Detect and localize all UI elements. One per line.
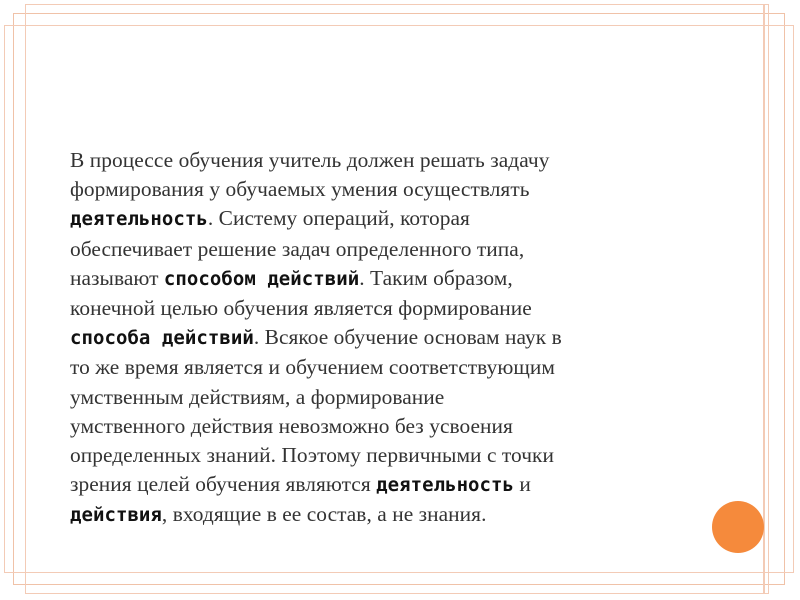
text-segment: умственным действиям, а формирование [70,384,445,409]
text-line [70,412,710,441]
text-segment: конечной целью обучения является формирование [70,296,532,321]
text-line [70,146,710,175]
text-line [70,383,710,412]
text-segment: то же время является и обучением соответствующим [70,355,555,380]
text-line [70,353,710,382]
text-segment: умственного действия невозможно без усвоения [70,413,513,438]
text-segment: , входящие в ее состав, а не знания. [161,502,487,527]
slide-body-text [70,146,710,531]
text-segment: . Таким образом, [359,265,513,290]
text-segment: формирования у обучаемых умения осуществлять [70,177,530,202]
bold-term: деятельность [376,474,515,497]
bold-term: способом действий [163,267,360,290]
text-segment: обеспечивает решение задач определенного типа, [70,236,525,261]
text-line [70,441,710,470]
text-segment: В процессе обучения учитель должен решать задачу [70,148,550,172]
bold-term: деятельность [70,208,208,231]
bold-term: действия [70,504,162,527]
text-line [70,264,710,294]
text-line [70,294,710,323]
text-segment: и [514,472,531,497]
bold-term: способа действий [70,327,254,350]
text-line [70,235,710,264]
text-segment: . Всякое обучение основам наук в [253,325,562,350]
decorative-circle-icon [712,501,764,553]
text-line [70,175,710,204]
text-line [70,323,710,353]
text-line [70,470,710,500]
text-segment: называют [70,265,164,290]
slide-frame-right-rule [763,4,765,594]
text-line [70,204,710,234]
text-line [70,500,710,530]
text-segment: определенных знаний. Поэтому первичными с точки [70,443,554,468]
text-segment: . Систему операций, которая [207,206,470,231]
text-segment: зрения целей обучения являются [70,472,377,497]
